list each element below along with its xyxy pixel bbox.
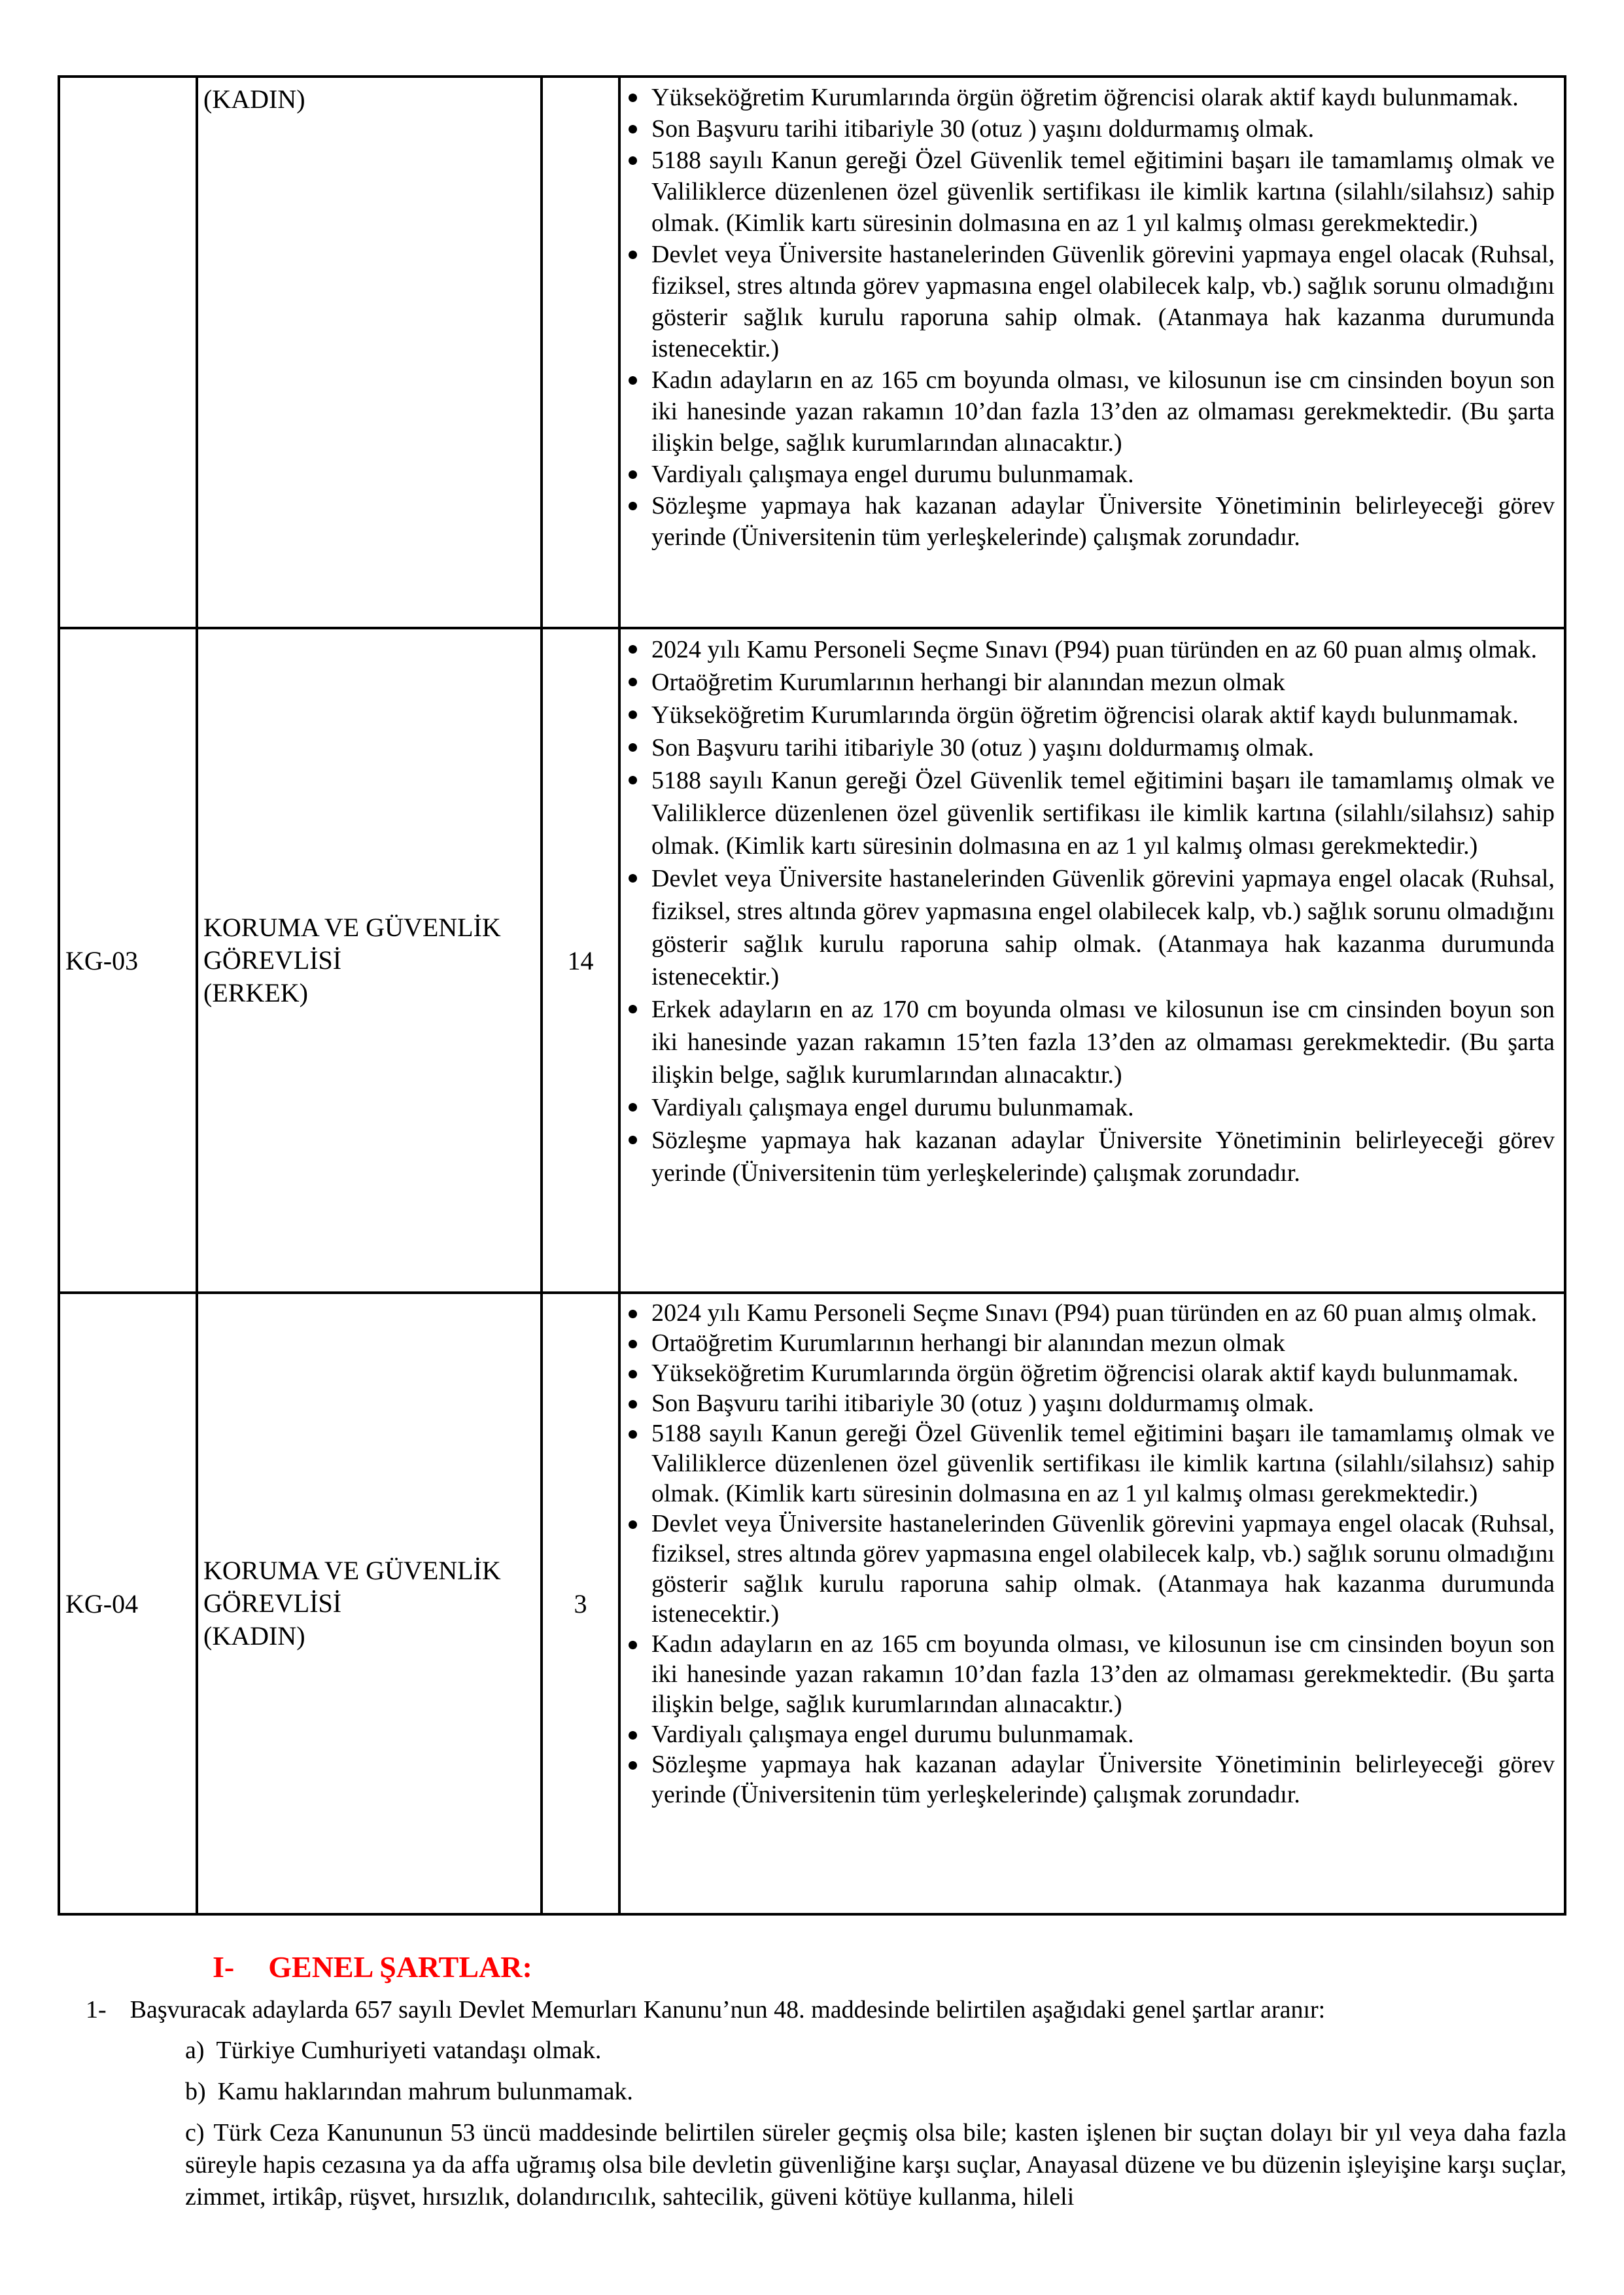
- list-item: [629, 239, 1555, 364]
- requirement-text: Sözleşme yapmaya hak kazanan adaylar Üniversite Yönetiminin belirleyeceği görev yerinde (Üniversitenin tüm yerleşkelerinde) çalışmak zorundadır.: [651, 1127, 1555, 1187]
- bullet-icon: [629, 678, 637, 686]
- list-item: [629, 993, 1555, 1091]
- requirements-cell: [621, 629, 1564, 1291]
- list-item: [629, 666, 1555, 699]
- list-item: [629, 1328, 1555, 1358]
- requirements-list: [629, 82, 1555, 553]
- position-count-cell: [543, 1294, 621, 1913]
- item-text: Başvuracak adaylarda 657 sayılı Devlet Memurları Kanunu’nun 48. maddesinde belirtilen aşağıdaki genel şartlar aranır:: [130, 1996, 1326, 2023]
- list-item: [629, 731, 1555, 764]
- requirement-text: 5188 sayılı Kanun gereği Özel Güvenlik temel eğitimini başarı ile tamamlamış olmak ve Valiliklerce düzenlenen özel güvenlik sertifikası ile kimlik kartına (silahlı/silahsız) sahip olmak. (Kimlik kartı süresinin dolmasına en az 1 yıl kalmış olması gerekmektedir.): [651, 1420, 1555, 1507]
- requirement-text: Yükseköğretim Kurumlarında örgün öğretim öğrencisi olarak aktif kaydı bulunmamak.: [651, 701, 1519, 729]
- sub-item-text: Türkiye Cumhuriyeti vatandaşı olmak.: [216, 2037, 602, 2064]
- requirement-text: Devlet veya Üniversite hastanelerinden Güvenlik görevini yapmaya engel olacak (Ruhsal, fiziksel, stres altında görev yapmasına engel olabilecek kalp, vb.) sağlık sorunu olmadığını gösterir sağlık kurulu raporuna sahip olmak. (Atanmaya hak kazanma durumunda istenecektir.): [651, 241, 1555, 362]
- bullet-icon: [629, 1103, 637, 1112]
- position-title-line: KORUMA VE GÜVENLİK: [203, 1556, 501, 1585]
- position-title-cell: [198, 629, 543, 1291]
- general-terms-heading: [213, 1950, 532, 1984]
- heading-text: GENEL ŞARTLAR:: [268, 1950, 532, 1984]
- position-count: 14: [567, 945, 594, 975]
- bullet-icon: [629, 1136, 637, 1144]
- position-code: KG-03: [65, 945, 139, 975]
- list-item: [629, 113, 1555, 145]
- bullet-icon: [629, 1340, 637, 1348]
- list-item: [629, 764, 1555, 862]
- general-terms-item-1: [86, 1995, 1325, 2024]
- requirement-text: Ortaöğretim Kurumlarının herhangi bir alanından mezun olmak: [651, 669, 1285, 696]
- position-title-cell: [198, 78, 543, 627]
- position-title-line: (KADIN): [203, 1621, 305, 1651]
- bullet-icon: [629, 1731, 637, 1740]
- list-item: [629, 490, 1555, 553]
- heading-numeral: I-: [213, 1950, 235, 1984]
- requirements-cell: [621, 1294, 1564, 1913]
- table-row-continuation: [60, 78, 1564, 629]
- requirement-text: Son Başvuru tarihi itibariyle 30 (otuz ) yaşını doldurmamış olmak.: [651, 115, 1315, 143]
- sub-item-b: [185, 2077, 633, 2106]
- position-title: (KADIN): [203, 84, 305, 114]
- bullet-icon: [629, 251, 637, 259]
- requirement-text: Kadın adayların en az 165 cm boyunda olması, ve kilosunun ise cm cinsinden boyun son iki hanesinde yazan rakamın 10’dan fazla 13’den az olmaması gerekmektedir. (Bu şarta ilişkin belge, sağlık kurumlarından alınacaktır.): [651, 1630, 1555, 1718]
- requirement-text: Ortaöğretim Kurumlarının herhangi bir alanından mezun olmak: [651, 1329, 1285, 1357]
- position-code-cell: [60, 1294, 198, 1913]
- positions-table: [58, 75, 1566, 1916]
- item-number: 1-: [86, 1996, 107, 2023]
- requirements-list: [629, 1298, 1555, 1810]
- bullet-icon: [629, 1430, 637, 1439]
- requirement-text: 2024 yılı Kamu Personeli Seçme Sınavı (P94) puan türünden en az 60 puan almış olmak.: [651, 1299, 1538, 1327]
- list-item: [629, 82, 1555, 113]
- list-item: [629, 1509, 1555, 1629]
- requirement-text: Yükseköğretim Kurumlarında örgün öğretim öğrencisi olarak aktif kaydı bulunmamak.: [651, 84, 1519, 111]
- sub-item-text: Kamu haklarından mahrum bulunmamak.: [217, 2078, 633, 2105]
- list-item: [629, 1418, 1555, 1509]
- requirement-text: Son Başvuru tarihi itibariyle 30 (otuz ) yaşını doldurmamış olmak.: [651, 1390, 1315, 1417]
- position-count: 3: [574, 1588, 587, 1619]
- bullet-icon: [629, 710, 637, 719]
- requirement-text: 5188 sayılı Kanun gereği Özel Güvenlik temel eğitimini başarı ile tamamlamış olmak ve Valiliklerce düzenlenen özel güvenlik sertifikası ile kimlik kartına (silahlı/silahsız) sahip olmak. (Kimlik kartı süresinin dolmasına en az 1 yıl kalmış olması gerekmektedir.): [651, 147, 1555, 237]
- sub-item-label: b): [185, 2078, 206, 2105]
- bullet-icon: [629, 1005, 637, 1013]
- requirement-text: Sözleşme yapmaya hak kazanan adaylar Üniversite Yönetiminin belirleyeceği görev yerinde (Üniversitenin tüm yerleşkelerinde) çalışmak zorundadır.: [651, 1751, 1555, 1808]
- sub-item-a: [185, 2036, 601, 2065]
- bullet-icon: [629, 1520, 637, 1529]
- requirement-text: Sözleşme yapmaya hak kazanan adaylar Üniversite Yönetiminin belirleyeceği görev yerinde (Üniversitenin tüm yerleşkelerinde) çalışmak zorundadır.: [651, 492, 1555, 551]
- bullet-icon: [629, 470, 637, 479]
- position-title-line: GÖREVLİSİ: [203, 1588, 342, 1618]
- list-item: [629, 459, 1555, 490]
- list-item: [629, 364, 1555, 459]
- list-item: [629, 1124, 1555, 1189]
- sub-item-text: Türk Ceza Kanununun 53 üncü maddesinde belirtilen süreler geçmiş olsa bile; kasten işlenen bir suçtan dolayı bir yıl veya daha fazla süreyle hapis cezasına ya da affa uğramış olsa bile devletin güvenliğine karşı suçlar, Anayasal düzene ve bu düzenin işleyişine karşı suçlar, zimmet, irtikâp, rüşvet, hırsızlık, dolandırıcılık, sahtecilik, güveni kötüye kullanma, hileli: [185, 2119, 1566, 2211]
- bullet-icon: [629, 502, 637, 510]
- position-code: KG-04: [65, 1588, 139, 1619]
- position-code-cell: [60, 629, 198, 1291]
- list-item: [629, 145, 1555, 239]
- requirement-text: Son Başvuru tarihi itibariyle 30 (otuz ) yaşını doldurmamış olmak.: [651, 734, 1315, 762]
- requirements-list: [629, 633, 1555, 1189]
- position-code-cell: [60, 78, 198, 627]
- requirement-text: Vardiyalı çalışmaya engel durumu bulunmamak.: [651, 461, 1134, 488]
- bullet-icon: [629, 376, 637, 385]
- requirement-text: Devlet veya Üniversite hastanelerinden Güvenlik görevini yapmaya engel olacak (Ruhsal, fiziksel, stres altında görev yapmasına engel olabilecek kalp, vb.) sağlık sorunu olmadığını gösterir sağlık kurulu raporuna sahip olmak. (Atanmaya hak kazanma durumunda istenecektir.): [651, 865, 1555, 990]
- sub-item-label: a): [185, 2037, 205, 2064]
- bullet-icon: [629, 125, 637, 133]
- list-item: [629, 1358, 1555, 1388]
- bullet-icon: [629, 1310, 637, 1318]
- list-item: [629, 862, 1555, 993]
- list-item: [629, 1719, 1555, 1749]
- bullet-icon: [629, 645, 637, 654]
- position-title-line: KORUMA VE GÜVENLİK: [203, 913, 501, 942]
- bullet-icon: [629, 776, 637, 784]
- table-row-kg03: [60, 629, 1564, 1294]
- bullet-icon: [629, 156, 637, 165]
- bullet-icon: [629, 94, 637, 102]
- list-item: [629, 1749, 1555, 1810]
- position-title-cell: [198, 1294, 543, 1913]
- list-item: [629, 1298, 1555, 1328]
- requirement-text: Yükseköğretim Kurumlarında örgün öğretim öğrencisi olarak aktif kaydı bulunmamak.: [651, 1359, 1519, 1387]
- table-row-kg04: [60, 1294, 1564, 1913]
- requirement-text: Erkek adayların en az 170 cm boyunda olması ve kilosunun ise cm cinsinden boyun son iki hanesinde yazan rakamın 15’ten fazla 13’den az olmaması gerekmektedir. (Bu şarta ilişkin belge, sağlık kurumlarından alınacaktır.): [651, 996, 1555, 1089]
- list-item: [629, 1388, 1555, 1418]
- position-count-cell: [543, 78, 621, 627]
- bullet-icon: [629, 1761, 637, 1770]
- requirement-text: 5188 sayılı Kanun gereği Özel Güvenlik temel eğitimini başarı ile tamamlamış olmak ve Valiliklerce düzenlenen özel güvenlik sertifikası ile kimlik kartına (silahlı/silahsız) sahip olmak. (Kimlik kartı süresinin dolmasına en az 1 yıl kalmış olması gerekmektedir.): [651, 767, 1555, 860]
- requirement-text: Kadın adayların en az 165 cm boyunda olması, ve kilosunun ise cm cinsinden boyun son iki hanesinde yazan rakamın 10’dan fazla 13’den az olmaması gerekmektedir. (Bu şarta ilişkin belge, sağlık kurumlarından alınacaktır.): [651, 366, 1555, 457]
- list-item: [629, 633, 1555, 666]
- requirement-text: Vardiyalı çalışmaya engel durumu bulunmamak.: [651, 1094, 1134, 1121]
- requirement-text: Devlet veya Üniversite hastanelerinden Güvenlik görevini yapmaya engel olacak (Ruhsal, fiziksel, stres altında görev yapmasına engel olabilecek kalp, vb.) sağlık sorunu olmadığını gösterir sağlık kurulu raporuna sahip olmak. (Atanmaya hak kazanma durumunda istenecektir.): [651, 1510, 1555, 1628]
- bullet-icon: [629, 743, 637, 752]
- bullet-icon: [629, 1641, 637, 1649]
- position-title-line: GÖREVLİSİ: [203, 945, 342, 975]
- bullet-icon: [629, 1400, 637, 1409]
- bullet-icon: [629, 874, 637, 883]
- sub-item-c: [185, 2117, 1566, 2213]
- list-item: [629, 1629, 1555, 1719]
- requirement-text: 2024 yılı Kamu Personeli Seçme Sınavı (P94) puan türünden en az 60 puan almış olmak.: [651, 636, 1538, 663]
- requirements-cell: [621, 78, 1564, 627]
- position-title-line: (ERKEK): [203, 978, 308, 1007]
- bullet-icon: [629, 1370, 637, 1378]
- requirement-text: Vardiyalı çalışmaya engel durumu bulunmamak.: [651, 1721, 1134, 1748]
- list-item: [629, 699, 1555, 731]
- list-item: [629, 1091, 1555, 1124]
- sub-item-label: c): [185, 2119, 205, 2146]
- position-count-cell: [543, 629, 621, 1291]
